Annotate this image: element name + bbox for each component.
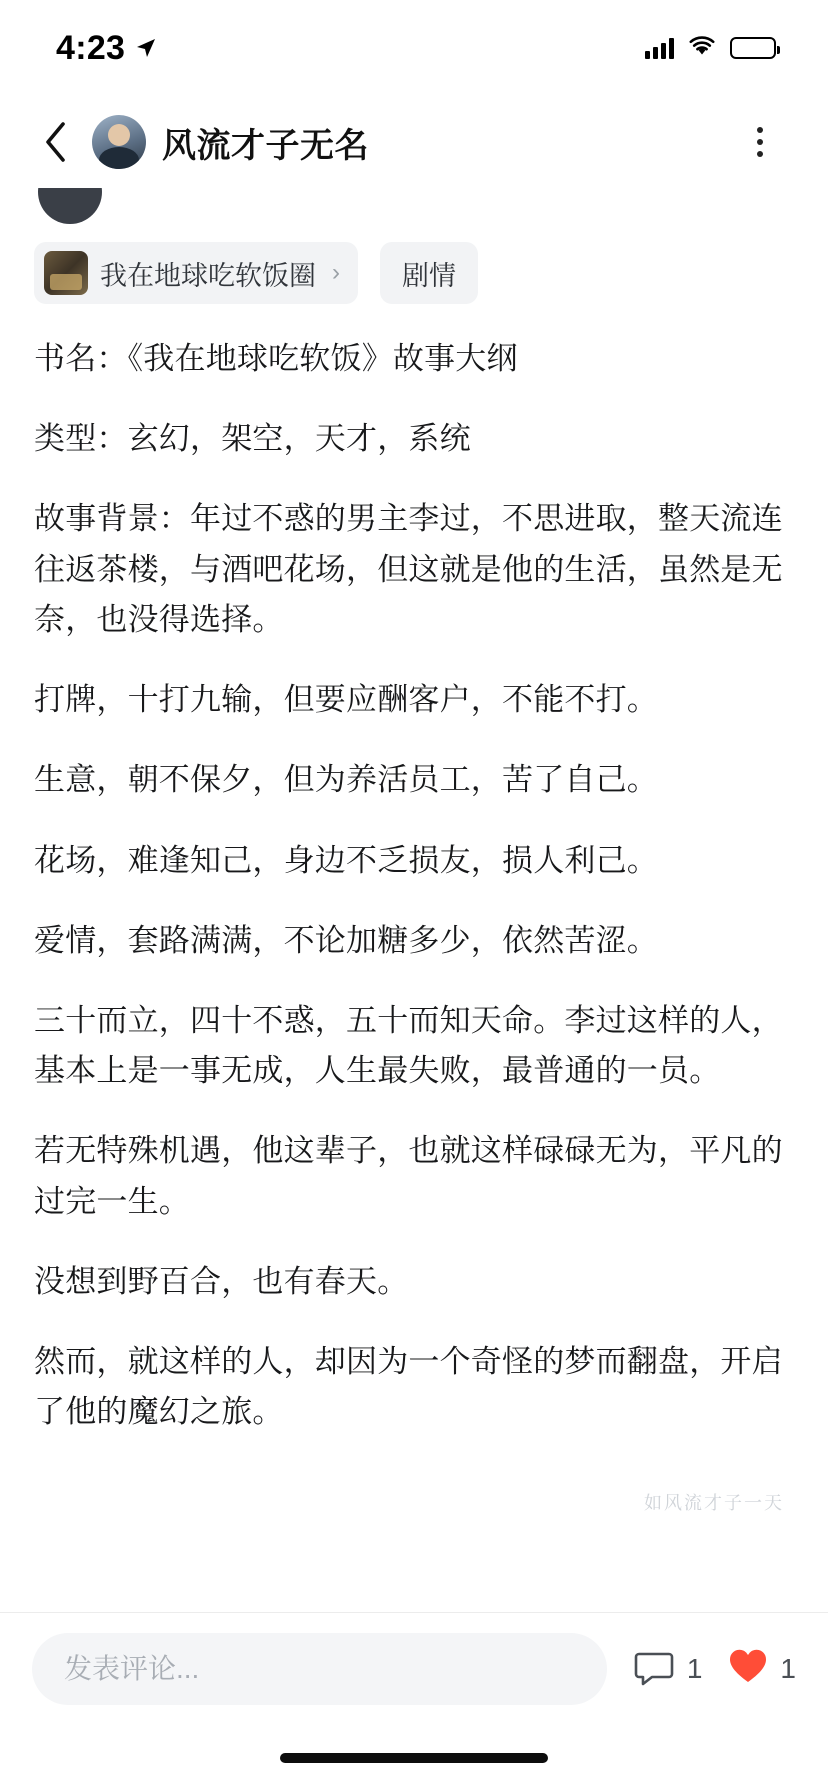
author-avatar[interactable] [38, 188, 102, 224]
article-paragraph: 没想到野百合，也有春天。 [34, 1263, 409, 1299]
home-indicator[interactable] [280, 1753, 548, 1763]
avatar[interactable] [92, 115, 146, 169]
article-paragraph: 花场，难逢知己，身边不乏损友，损人利己。 [34, 842, 658, 878]
category-chip[interactable] [380, 242, 478, 304]
article-paragraph: 打牌，十打九输，但要应酬客户，不能不打。 [34, 682, 658, 718]
status-time: 4:23 [56, 28, 126, 67]
watermark [644, 1491, 784, 1516]
nav-bar [0, 96, 828, 188]
article-paragraph: 然而，就这样的人，却因为一个奇怪的梦而翻盘，开启了他的魔幻之旅。 [34, 1344, 783, 1430]
tag-row [34, 242, 794, 304]
cellular-signal-icon [645, 37, 674, 59]
battery-icon [730, 37, 776, 59]
status-bar-right [645, 35, 776, 62]
article-paragraph: 若无特殊机遇，他这辈子，也就这样碌碌无为，平凡的过完一生。 [34, 1133, 783, 1219]
watermark-line: 如风流才子一天 [644, 1492, 784, 1513]
comment-count: 1 [686, 1652, 703, 1684]
back-button[interactable] [34, 120, 78, 164]
heart-icon [728, 1647, 768, 1690]
page-title: 风流才子无名 [162, 126, 369, 165]
post-content [0, 188, 828, 1612]
article-paragraph: 生意，朝不保夕，但为养活员工，苦了自己。 [34, 762, 658, 798]
category-chip-label: 剧情 [402, 260, 456, 291]
chevron-right-icon: › [332, 259, 340, 286]
status-bar-left [56, 29, 157, 68]
group-chip-label: 我在地球吃软饭圈 [100, 260, 316, 291]
comment-action[interactable] [633, 1645, 703, 1692]
like-action[interactable] [728, 1647, 796, 1690]
article-paragraph: 爱情，套路满满，不论加糖多少，依然苦涩。 [34, 922, 658, 958]
article-paragraph: 故事背景：年过不惑的男主李过，不思进取，整天流连往返茶楼，与酒吧花场，但这就是他的生活，虽然是无奈，也没得选择。 [34, 501, 783, 637]
article-paragraph: 类型：玄幻，架空，天才，系统 [34, 421, 471, 457]
group-thumbnail-icon [44, 251, 88, 295]
article-paragraph: 三十而立，四十不惑，五十而知天命。李过这样的人，基本上是一事无成，人生最失败，最普通的一员。 [34, 1002, 783, 1089]
bottom-action-bar [0, 1612, 828, 1724]
status-bar [0, 0, 828, 96]
comment-bubble-icon [633, 1645, 675, 1692]
more-vertical-icon[interactable] [732, 114, 788, 170]
home-indicator-area [0, 1724, 828, 1792]
location-arrow-icon [135, 37, 157, 59]
article-body [34, 334, 794, 1438]
comment-input[interactable] [32, 1633, 607, 1705]
article-paragraph: 书名：《我在地球吃软饭》故事大纲 [34, 341, 518, 376]
like-count: 1 [780, 1652, 796, 1684]
clipped-author-row [34, 188, 794, 224]
wifi-icon [688, 35, 716, 62]
group-chip[interactable] [34, 242, 358, 304]
